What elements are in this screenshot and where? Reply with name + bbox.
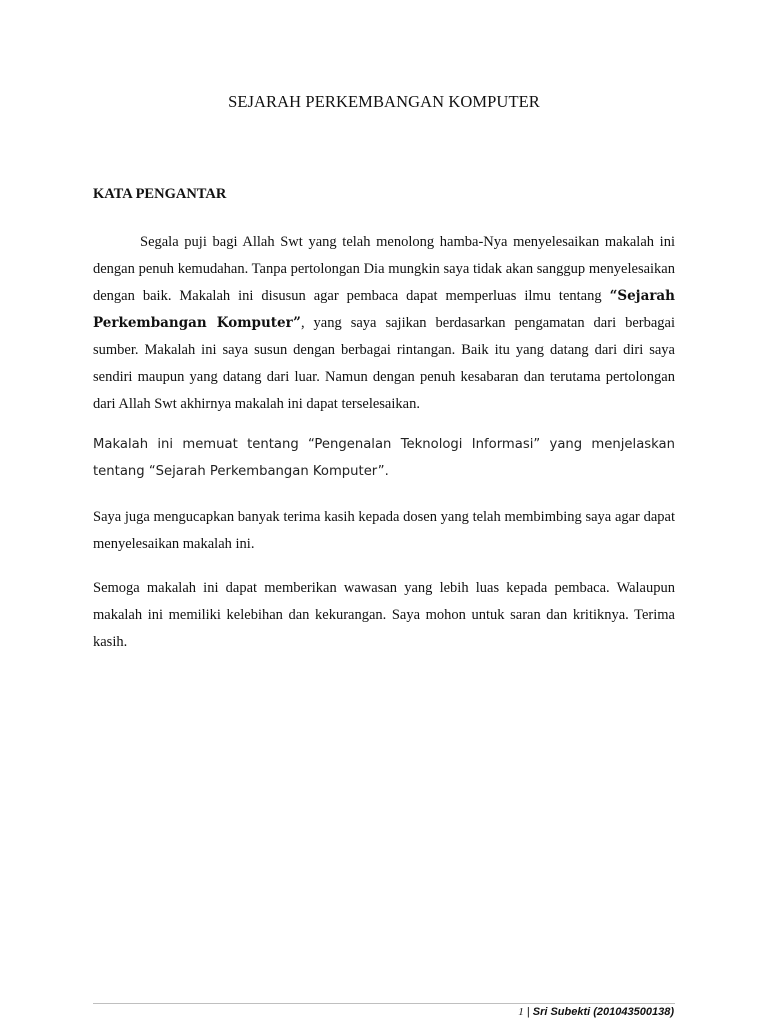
footer-author: Sri Subekti (201043500138) (532, 1006, 674, 1018)
paragraph-intro-emphasis: “Sejarah Perkembangan Komputer” (93, 288, 675, 331)
paragraph-intro-text-1: Segala puji bagi Allah Swt yang telah menolong hamba-Nya menyelesaikan makalah ini dengan penuh kemudahan. Tanpa pertolongan Dia mungkin saya tidak akan sanggup menyelesaikan dengan baik. Makalah ini disusun agar pembaca dapat memperluas ilmu tentang (93, 234, 675, 304)
paragraph-intro-text-2: , yang saya sajikan berdasarkan pengamatan dari berbagai sumber. Makalah ini saya susun dengan berbagai rintangan. Baik itu yang datang dari diri saya sendiri maupun yang datang dari luar. Namun dengan penuh kesabaran dan terutama pertolongan dari Allah Swt akhirnya makalah ini dapat terselesaikan. (93, 315, 675, 412)
paragraph-content: Makalah ini memuat tentang “Pengenalan Teknologi Informasi” yang menjelaskan tentang “Sejarah Perkembangan Komputer”. (93, 437, 675, 479)
page-number: 1 (518, 1006, 524, 1018)
document-title: SEJARAH PERKEMBANGAN KOMPUTER (228, 92, 540, 111)
section-heading: KATA PENGANTAR (93, 186, 227, 202)
paragraph-intro (93, 229, 675, 418)
page-footer (518, 1006, 674, 1018)
footer-separator: | (523, 1006, 533, 1018)
paragraph-thanks: Saya juga mengucapkan banyak terima kasih kepada dosen yang telah membimbing saya agar dapat menyelesaikan makalah ini. (93, 509, 675, 552)
paragraph-closing: Semoga makalah ini dapat memberikan wawasan yang lebih luas kepada pembaca. Walaupun makalah ini memiliki kelebihan dan kekurangan. Saya mohon untuk saran dan kritiknya. Terima kasih. (93, 580, 675, 650)
footer-divider (93, 1003, 675, 1004)
